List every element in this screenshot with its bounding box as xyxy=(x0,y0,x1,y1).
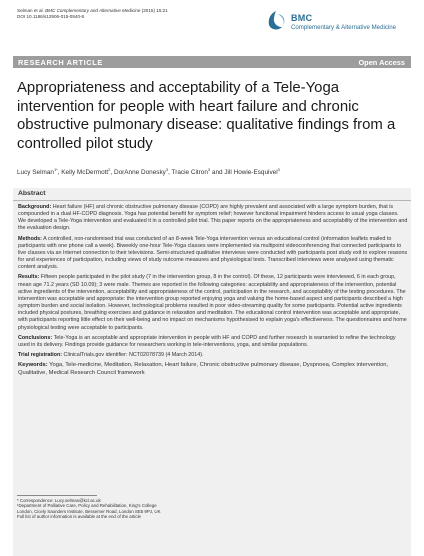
footnote-rule xyxy=(17,495,97,496)
affiliation-line: London, Cicely Saunders Institute, Bessemer Road, London SE5 9PJ, UK xyxy=(17,508,161,514)
author-name[interactable]: Lucy Selman xyxy=(17,169,54,177)
citation-authors: Selman et al. xyxy=(17,8,44,13)
author-name[interactable]: Kelly McDermott xyxy=(61,169,109,177)
article-type-bar xyxy=(13,56,411,68)
section-text: Heart failure (HF) and chronic obstructive pulmonary disease (COPD) are highly prevalent and associated with a large symptom burden, that is compounded in a dual HF-COPD diagnosis. Yoga has potential benefit for symptom relief; however functional impairment hinders access to usual yoga classes. We developed a Tele-Yoga intervention and evaluated it in a controlled pilot trial. This paper reports on the appropriateness and acceptability of the intervention and the evaluation design. xyxy=(18,204,408,232)
open-access-label: Open Access xyxy=(358,57,405,67)
author-separator: , xyxy=(110,169,113,177)
author-affiliation-mark: 1* xyxy=(53,167,58,172)
bmc-logo-icon xyxy=(265,10,287,32)
author-separator: and xyxy=(210,169,223,177)
section-label: Keywords: xyxy=(18,362,48,369)
journal-logo xyxy=(265,10,415,40)
abstract-header xyxy=(13,188,411,201)
section-text[interactable]: ClinicalTrials.gov identifier: NCT02078739 (4 March 2014). xyxy=(63,351,204,358)
section-label: Methods: xyxy=(18,235,42,242)
abstract-conclusions xyxy=(18,335,408,349)
logo-name: BMC xyxy=(291,13,313,23)
abstract-background xyxy=(18,204,408,233)
abstract-heading: Abstract xyxy=(18,190,46,198)
citation-year-issue: (2015) 15:21 xyxy=(141,8,168,13)
author-name[interactable]: Jill Howie-Esquivel xyxy=(224,169,278,177)
author-info-note: Full list of author information is available at the end of the article xyxy=(17,514,141,520)
author-affiliation-mark: 3 xyxy=(277,167,280,172)
keywords-text: Yoga, Tele-medicine, Meditation, Relaxation, Heart failure, Chronic obstructive pulmonary disease, Dyspnoea, Complex intervention, Qualitative, Medical Research Council framework xyxy=(18,362,389,376)
section-text: Fifteen people participated in the pilot study (7 in the intervention group, 8 in the control). Of these, 12 participants were interviewed, 6 in each group, mean age 71.2 years (SD 10.09); 3 were male. Themes are reported in the following categories: acceptability and appropriateness of the intervention, potential active ingredients of the intervention, acceptability and appropriateness of the control, participation in the research, and acceptability of the testing procedures. The intervention was acceptable and appropriate: the intervention group reported enjoying yoga and valuing the home-based aspect and participants described a high symptom burden and social isolation. However, technological problems resulted in poor video-streaming quality for some participants. Potential active ingredients included physical postures, breathing exercises and guidance in relaxation and meditation. The educational control intervention was acceptable and appropriate, with participants reporting little effect on their well-being and no impact on mechanisms hypothesised to explain yoga's effectiveness. The questionnaires and home physiological testing were acceptable to participants. xyxy=(18,274,407,331)
section-label: Trial registration: xyxy=(18,351,63,358)
author-name[interactable]: Tracie Citron xyxy=(171,169,208,177)
author-affiliation-mark: 3 xyxy=(207,167,211,172)
author-affiliation-mark: 3 xyxy=(165,167,169,172)
abstract-trial-registration xyxy=(18,352,408,359)
section-label: Results: xyxy=(18,274,40,281)
author-name[interactable]: DorAnne Donesky xyxy=(113,169,166,177)
author-list xyxy=(17,167,412,176)
author-affiliation-mark: 2 xyxy=(108,167,111,172)
footnote xyxy=(17,495,267,520)
article-type: RESEARCH ARTICLE xyxy=(18,57,103,67)
author-separator: , xyxy=(57,169,60,177)
citation-journal: BMC Complementary and Alternative Medicine xyxy=(45,8,141,13)
doi[interactable]: DOI 10.1186/s12906-015-0540-8 xyxy=(17,14,85,20)
article-title: Appropriateness and acceptability of a Tele-Yoga intervention for people with heart failure and chronic obstructive pulmonary disease: qualitative findings from a controlled pilot study xyxy=(17,80,396,152)
abstract-keywords xyxy=(18,362,408,377)
logo-subtitle: Complementary & Alternative Medicine xyxy=(291,24,396,31)
abstract-body xyxy=(18,204,408,381)
citation-header xyxy=(17,8,168,21)
section-text: Tele-Yoga is an acceptable and appropriate intervention in people with HF and COPD and further research is warranted to refine the technology used in its delivery. Findings provide guidance for researchers working in tele-interventions, yoga, and similar populations. xyxy=(18,334,396,348)
section-label: Conclusions: xyxy=(18,334,53,341)
correspondence[interactable]: * Correspondence: Lucy.selman@kcl.ac.uk xyxy=(17,497,101,503)
section-label: Background: xyxy=(18,204,52,210)
affiliation-line: ¹Department of Palliative Care, Policy and Rehabilitation, King's College xyxy=(17,503,157,509)
author-separator: , xyxy=(168,169,170,177)
section-text: A controlled, non-randomised trial was conducted of an 8-week Tele-Yoga intervention versus an educational control (information leaflets mailed to participants with one phone call a week). Biweekly one-hour Tele-Yoga classes were implemented via multipoint videoconferencing that connected participants to live classes via an Internet connection to their televisions. Semi-structured qualitative interviews were conducted with participants post study exit to explore reasons for and experiences of participation, including views of study outcome measures and physiological tests. Transcribed interviews were analysed using thematic content analysis. xyxy=(18,235,408,271)
abstract-methods xyxy=(18,236,408,272)
abstract-results xyxy=(18,274,408,331)
